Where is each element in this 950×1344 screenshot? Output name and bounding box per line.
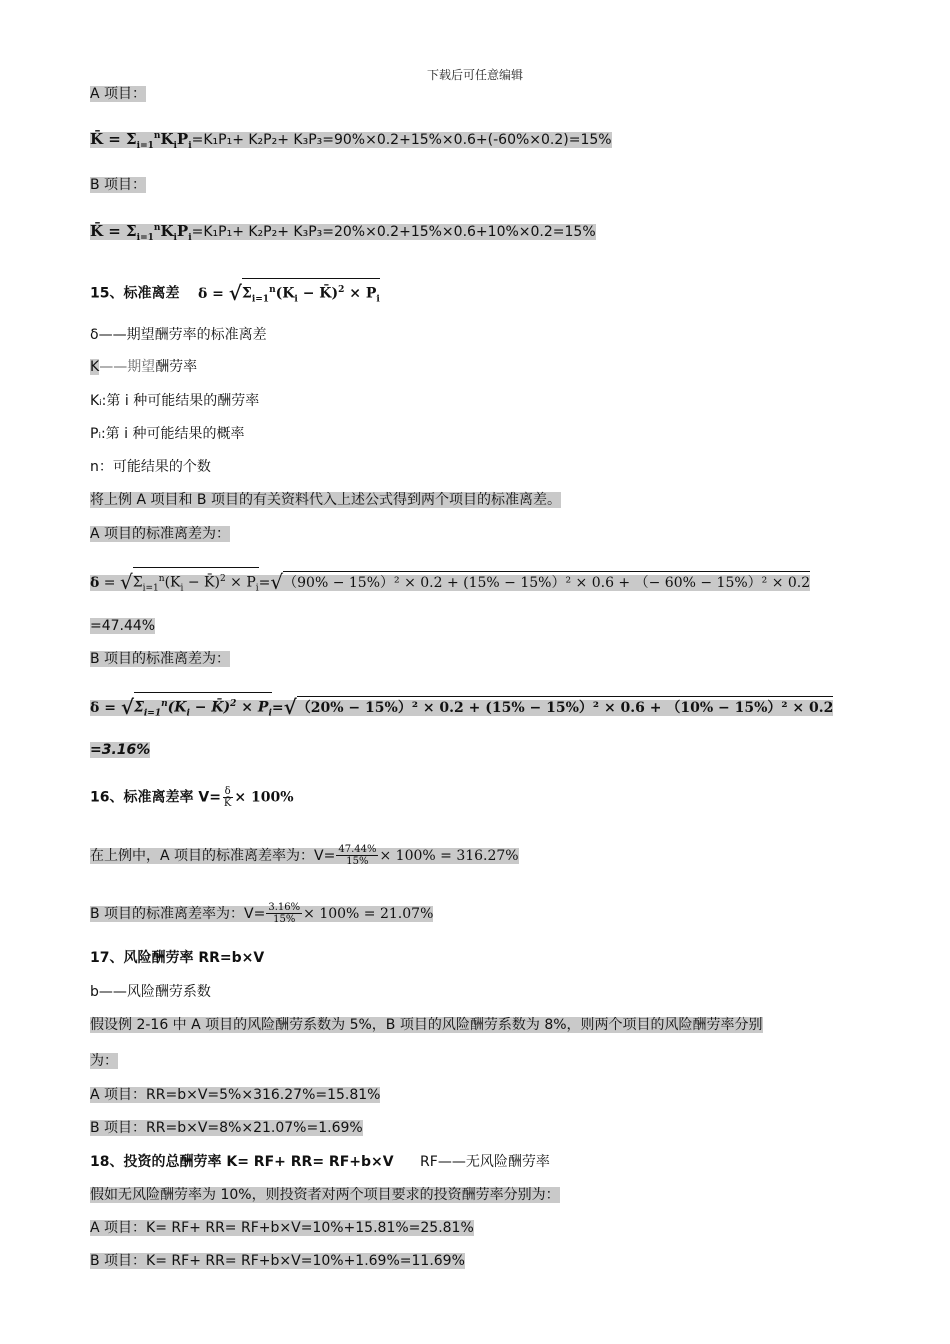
std-dev-intro: 将上例 A 项目和 B 项目的有关资料代入上述公式得到两个项目的标准离差。	[90, 492, 561, 508]
b-project-label: B 项目：	[90, 177, 147, 193]
pi-definition: Pᵢ:第 i 种可能结果的概率	[90, 426, 245, 442]
risk-assumption-line-2: 为：	[90, 1053, 118, 1069]
cv-fraction: $\frac{\delta}{K̄}$	[223, 786, 232, 809]
a-total-return: A 项目：K= RF+ RR= RF+b×V=10%+15.81%=25.81%	[90, 1220, 474, 1236]
riskfree-assumption: 假如无风险酬劳率为 10%，则投资者对两个项目要求的投资酬劳率分别为：	[90, 1187, 560, 1203]
a-std-dev-result: =47.44%	[90, 618, 156, 634]
kbar-sum-symbol: K̄ = $\Sigma_{i=1}^nK_iP_i$	[90, 222, 192, 243]
b-std-dev-formula: $\delta = √\Sigma_{i=1}^n(K_i$ − K̄)$^2$ × $P_i=√(20\% - 15\%)^2 \times 0.2 + (15\% - 15\%)^2 \times 0.6 + (10\% - 15\%)^2 \times 0.2$	[90, 692, 833, 723]
a-project-label: A 项目：	[90, 86, 147, 102]
a-expected-return-formula: K̄ = $\Sigma_{i=1}^nK_iP_i=K_1P_1+ K_2P_2+ K_3P_3=90\%\times 0.2+15\%\times 0.6+(-60\%\times 0.2)=15\%$	[90, 130, 612, 151]
a-std-dev-formula: $\delta = √\Sigma_{i=1}^n(K_i$ − K̄)$^2$ × $P_i=√(90\% - 15\%)^2 \times 0.2 + (15\% - 15\%)^2 \times 0.6$ + （− 60% − 15%）² × 0.2	[90, 567, 810, 598]
section-18-heading: 18、投资的总酬劳率 K= RF+ RR= RF+b×V RF——无风险酬劳率	[90, 1154, 550, 1170]
b-total-return: B 项目：K= RF+ RR= RF+b×V=10%+1.69%=11.69%	[90, 1253, 465, 1269]
b-std-dev-result: =3.16%	[90, 742, 151, 758]
kbar-sum-symbol: K̄ = $\Sigma_{i=1}^nK_iP_i$	[90, 130, 192, 151]
b-cv-line: B 项目的标准离差率为：V= $\frac{3.16\%}{15\%}$ × 100% = 21.07%	[90, 902, 434, 925]
b-std-dev-label: B 项目的标准离差为：	[90, 651, 231, 667]
section-16-heading: 16、标准离差率 V= $\frac{\delta}{K̄}$ × 100%	[90, 786, 294, 809]
a-risk-return: A 项目：RR=b×V=5%×316.27%=15.81%	[90, 1087, 381, 1103]
std-dev-formula: $\delta = √\Sigma_{i=1}^n(K_i$ − K̄)$^2$ × $P_i$	[198, 286, 380, 302]
section-17-heading: 17、风险酬劳率 RR=b×V	[90, 950, 265, 966]
b-coefficient-definition: b——风险酬劳系数	[90, 984, 211, 1000]
n-definition: n：可能结果的个数	[90, 459, 211, 475]
kbar-definition: K——期望酬劳率	[90, 359, 198, 375]
risk-assumption-line-1: 假设例 2-16 中 A 项目的风险酬劳系数为 5%，B 项目的风险酬劳系数为 8%，则两个项目的风险酬劳率分别	[90, 1017, 763, 1033]
ki-definition: Kᵢ:第 i 种可能结果的酬劳率	[90, 393, 260, 409]
b-expected-return-formula: K̄ = $\Sigma_{i=1}^nK_iP_i=K_1P_1+ K_2P_2+ K_3P_3=20\%\times 0.2+15\%\times 0.6+10\%\times 0.2=15\%$	[90, 222, 596, 243]
section-15-heading: 15、标准离差 $\delta = √\Sigma_{i=1}^n(K_i$ − K̄)$^2$ × $P_i$	[90, 278, 380, 309]
a-cv-line: 在上例中，A 项目的标准离差率为：V= $\frac{47.44\%}{15\%}$ × 100% = 316.27%	[90, 844, 519, 867]
a-std-dev-label: A 项目的标准离差为：	[90, 526, 231, 542]
b-risk-return: B 项目：RR=b×V=8%×21.07%=1.69%	[90, 1120, 363, 1136]
delta-definition: δ——期望酬劳率的标准离差	[90, 327, 267, 343]
page-header: 下载后可任意编辑	[426, 68, 523, 82]
